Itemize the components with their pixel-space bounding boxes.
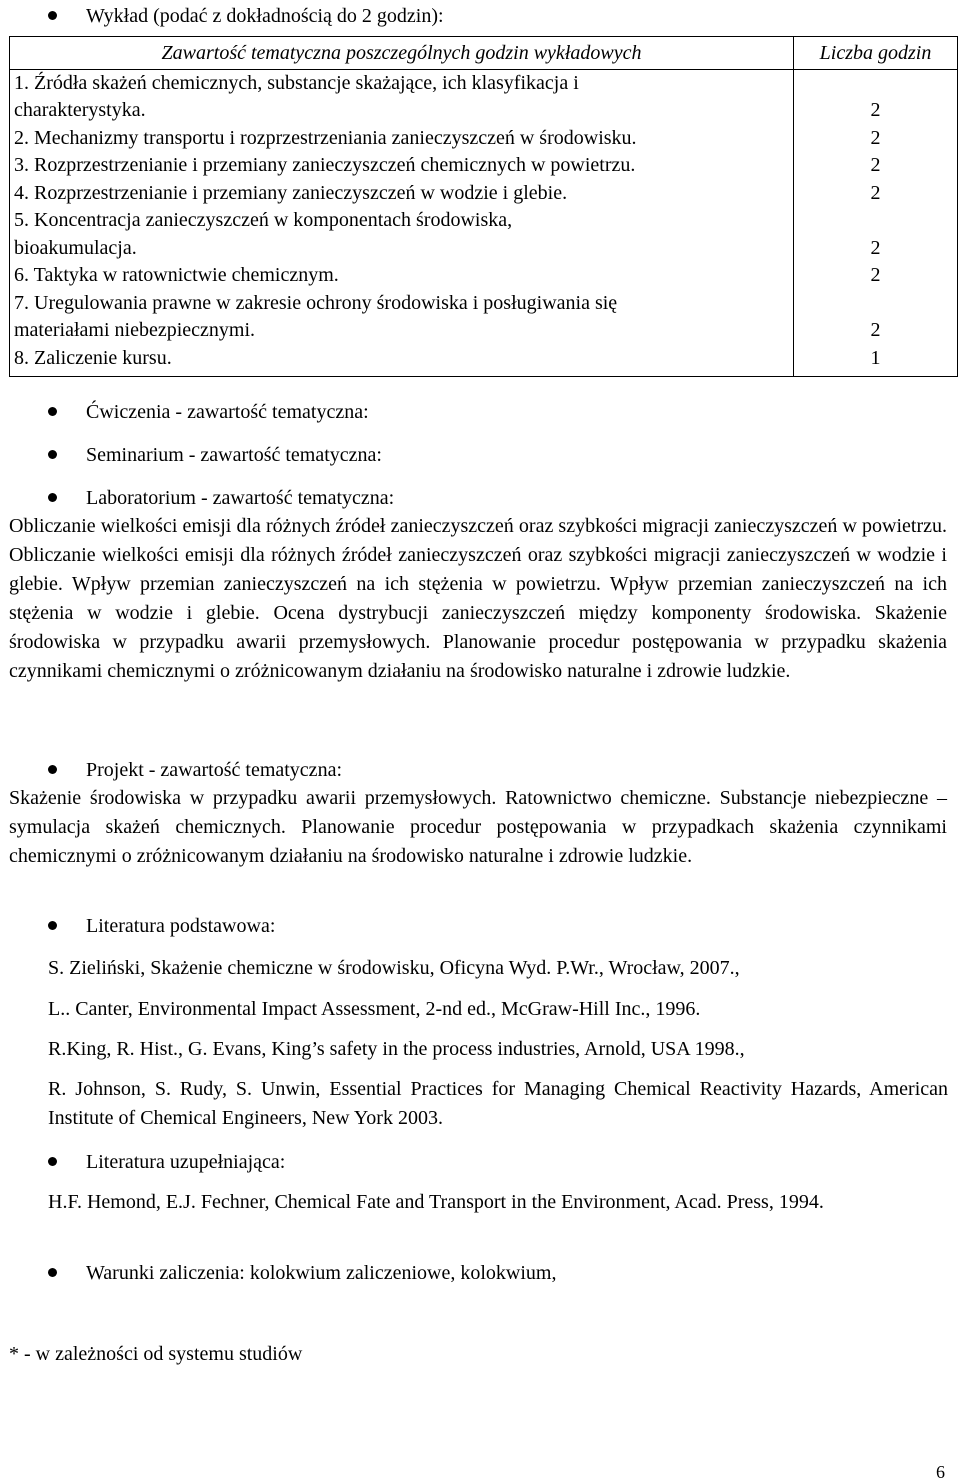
hours-6: 2: [870, 264, 881, 286]
bullet-icon: [48, 1157, 57, 1166]
footnote: * - w zależności od systemu studiów: [9, 1343, 303, 1365]
reference-4: R. Johnson, S. Rudy, S. Unwin, Essential Practices for Managing Chemical Reactivity Hazards, American Institute of Chemical Engineers, New York 2003.: [48, 1078, 948, 1129]
hours-5: 2: [870, 236, 881, 259]
topic-1-line-1: 1. Źródła skażeń chemicznych, substancje skażające, ich klasyfikacja i: [14, 71, 579, 94]
bullet-icon: [48, 921, 57, 930]
document-page: Wykład (podać z dokładnością do 2 godzin): Zawartość tematyczna poszczególnych godzin wykładowych Liczba godzin 1. Źródła skażeń chemicznych, substancje skażające, ich klasyfikacja i charakterystyka. 2. Mechanizmy transportu i rozprzestrzeniania zanieczyszczeń w środowisku. 3. Rozprzestrzenianie i przemiany zanieczyszczeń chemicznych w powietrzu. 4. Rozprzestrzenianie i przemiany zanieczyszczeń w wodzie i glebie. 5. Koncentracja zanieczyszczeń w komponentach środowiska, bioakumulacja. 6. Taktyka w ratownictwie chemicznym. 7. Uregulowania prawne w zakresie ochrony środowiska i posługiwania się materiałami niebezpiecznymi. 8. Zaliczenie kursu. 2 2 2 2 2 2 2 1 Ćwiczenia - zawartość tematyczna: Seminarium - zawartość tematyczna: Laboratorium - zawartość tematyczna: Obliczanie wielkości emisji dla różnych źródeł zanieczyszczeń oraz szybkości migracji zanieczyszczeń w powietrzu. Obliczanie wielkości emisji dla różnych źródeł zanieczyszczeń oraz szybkości migracji zanieczyszczeń w wodzie i glebie. Wpływ przemian zanieczyszczeń na ich stężenia w powietrzu. Wpływ przemian zanieczyszczeń na ich stężenia w wodzie i glebie. Ocena dystrybucji zanieczyszczeń między komponenty środowiska. Skażenie środowiska w przypadku awarii przemysłowych. Planowanie procedur postępowania w przypadku skażenia czynnikami chemicznymi o zróżnicowanym działaniu na środowisko naturalne i zdrowie ludzkie. Projekt - zawartość tematyczna: Skażenie środowiska w przypadku awarii przemysłowych. Ratownictwo chemiczne. Substancje niebezpieczne – symulacja skażeń chemicznych. Planowanie procedur postępowania w przypadkach skażenia czynnikami chemicznymi o zróżnicowanym działaniu na środowisko naturalne i zdrowie ludzkie. Literatura podstawowa: S. Zieliński, Skażenie chemiczne w środowisku, Oficyna Wyd. P.Wr., Wrocław, 2007., L.. Canter, Environmental Impact Assessment, 2-nd ed., McGraw-Hill Inc., 1996. R.King, R. Hist., G. Evans, King’s safety in the process industries, Arnold, USA 1998., R. Johnson, S. Rudy, S. Unwin, Essential Practices for Managing Chemical Reactivity Hazards, American Institute of Chemical Engineers, New York 2003. Literatura uzupełniająca: H.F. Hemond, E.J. Fechner, Chemical Fate and Transport in the Environment, Acad. Press, 1994. Warunki zaliczenia: kolokwium zaliczeniowe, kolokwium, * - w zależności od systemu studiów 6: [0, 0, 960, 1484]
bullet-icon: [48, 765, 57, 774]
topic-8: 8. Zaliczenie kursu.: [14, 346, 172, 369]
bullet-icon: [48, 11, 57, 20]
reference-1: S. Zieliński, Skażenie chemiczne w środowisku, Oficyna Wyd. P.Wr., Wrocław, 2007.,: [48, 957, 740, 979]
column-header-topics: Zawartość tematyczna poszczególnych godzin wykładowych: [10, 37, 794, 70]
bullet-icon: [48, 407, 57, 416]
hours-1: 2: [870, 99, 881, 121]
hours-cell: [794, 69, 958, 377]
hours-4: 2: [870, 181, 881, 204]
project-text: Skażenie środowiska w przypadku awarii przemysłowych. Ratownictwo chemiczne. Substancje niebezpieczne – symulacja skażeń chemicznych. Planowanie procedur postępowania w przypadkach skażenia czynnikami chemicznymi o zróżnicowanym działaniu na środowisko naturalne i zdrowie ludzkie.: [9, 787, 947, 867]
lecture-table: [9, 36, 958, 377]
supplementary-reference-1: H.F. Hemond, E.J. Fechner, Chemical Fate and Transport in the Environment, Acad. Press, 1994.: [48, 1191, 824, 1213]
hours-2: 2: [870, 126, 881, 149]
topic-5-line-2: bioakumulacja.: [14, 236, 137, 259]
topic-6: 6. Taktyka w ratownictwie chemicznym.: [14, 264, 339, 286]
reference-3: R.King, R. Hist., G. Evans, King’s safety in the process industries, Arnold, USA 1998.,: [48, 1038, 745, 1060]
topic-3: 3. Rozprzestrzenianie i przemiany zanieczyszczeń chemicznych w powietrzu.: [14, 154, 636, 176]
laboratory-text: Obliczanie wielkości emisji dla różnych źródeł zanieczyszczeń oraz szybkości migracji zanieczyszczeń w powietrzu. Obliczanie wielkości emisji dla różnych źródeł zanieczyszczeń oraz szybkości migracji zanieczyszczeń w wodzie i glebie. Wpływ przemian zanieczyszczeń na ich stężenia w powietrzu. Wpływ przemian zanieczyszczeń na ich stężenia w wodzie i glebie. Ocena dystrybucji zanieczyszczeń między komponenty środowiska. Skażenie środowiska w przypadku awarii przemysłowych. Planowanie procedur postępowania w przypadku skażenia czynnikami chemicznymi o zróżnicowanym działaniu na środowisko naturalne i zdrowie ludzkie.: [9, 515, 947, 682]
column-header-hours: Liczba godzin: [794, 37, 958, 70]
reference-2: L.. Canter, Environmental Impact Assessment, 2-nd ed., McGraw-Hill Inc., 1996.: [48, 998, 701, 1020]
topic-7-line-2: materiałami niebezpiecznymi.: [14, 319, 255, 341]
topic-1-line-2: charakterystyka.: [14, 99, 146, 121]
hours-7: 2: [870, 319, 881, 341]
bullet-icon: [48, 1268, 57, 1277]
topic-5-line-1: 5. Koncentracja zanieczyszczeń w komponentach środowiska,: [14, 209, 513, 231]
topic-4: 4. Rozprzestrzenianie i przemiany zanieczyszczeń w wodzie i glebie.: [14, 181, 568, 204]
hours-3: 2: [870, 154, 881, 176]
topic-2: 2. Mechanizmy transportu i rozprzestrzeniania zanieczyszczeń w środowisku.: [14, 126, 637, 149]
bullet-icon: [48, 450, 57, 459]
hours-8: 1: [870, 346, 881, 369]
page-number: 6: [936, 1462, 945, 1482]
bullet-icon: [48, 493, 57, 502]
topic-7-line-1: 7. Uregulowania prawne w zakresie ochrony środowiska i posługiwania się: [14, 291, 618, 314]
table-header-row: [10, 37, 958, 70]
topics-cell: [10, 69, 794, 377]
